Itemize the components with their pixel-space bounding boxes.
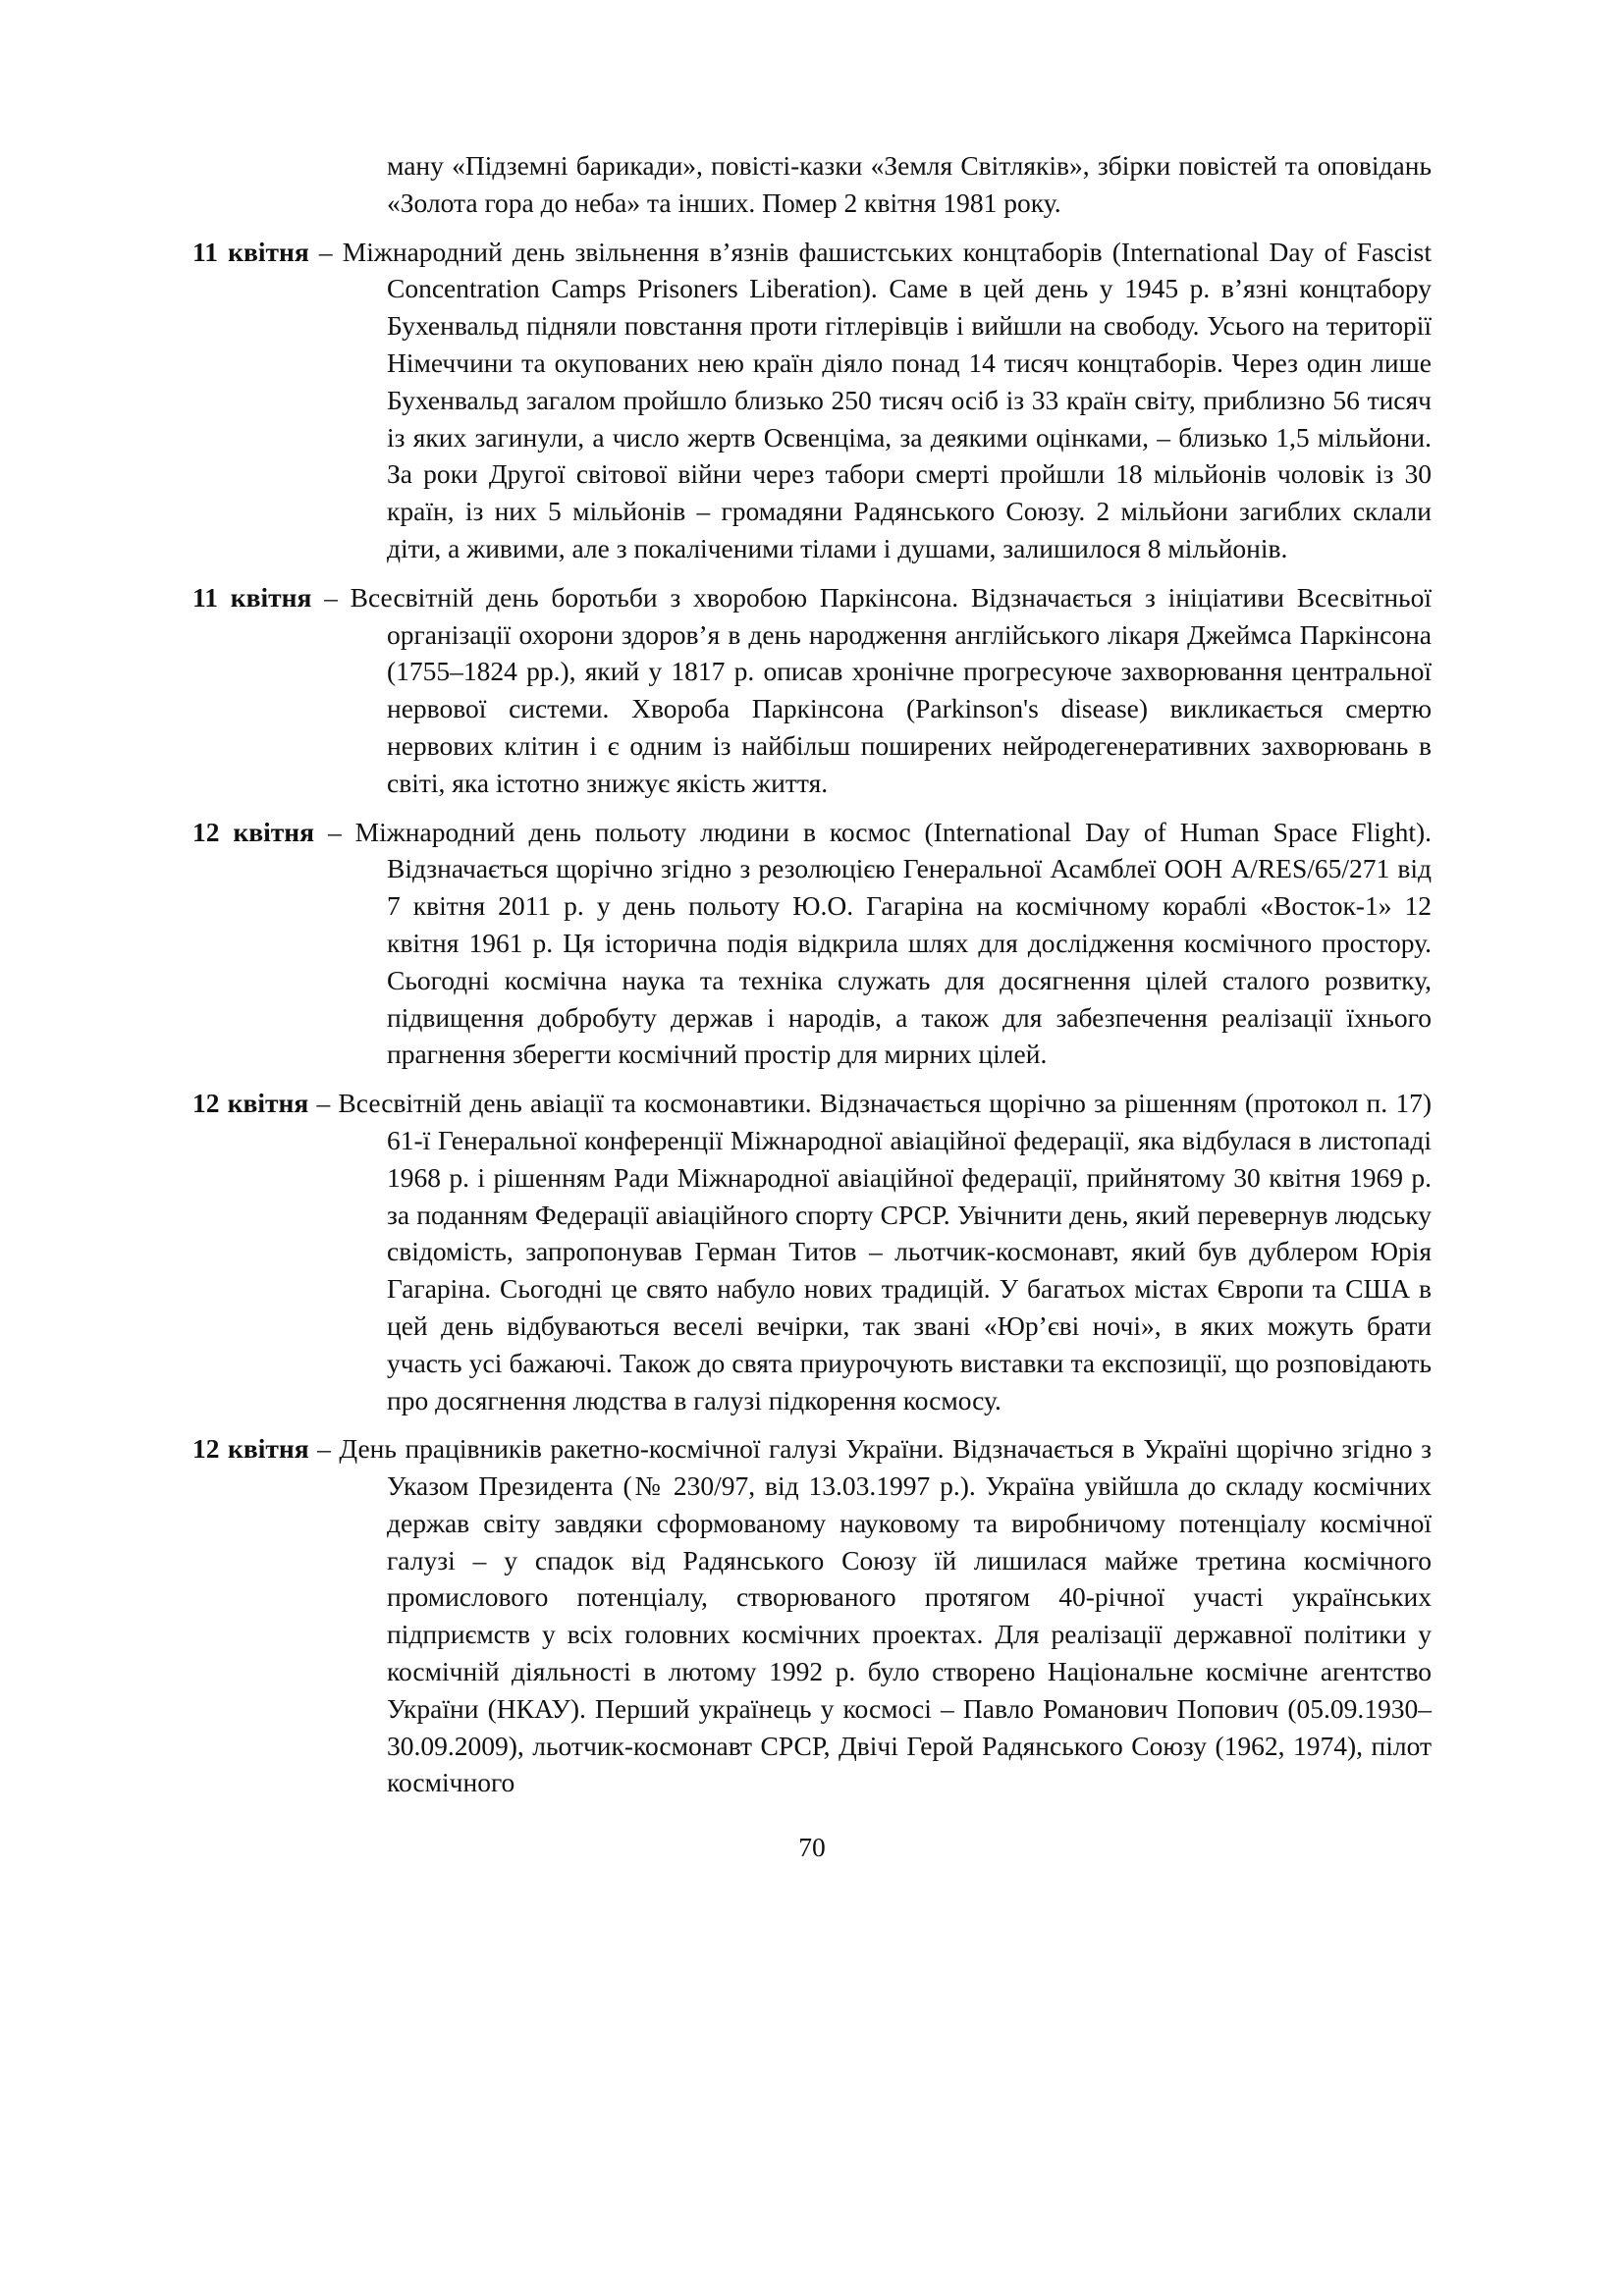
- calendar-entry: [192, 579, 1432, 802]
- page-body: [192, 147, 1432, 1801]
- calendar-entry: [192, 234, 1432, 567]
- entry-text: – Міжнародний день звільнення в’язнів фашистських концтаборів (International Day of Fascist Concentration Camps Prisoners Liberation). Саме в цей день у 1945 р. в’язні концтабору Бухенвальд підняли повстання проти гітлерівців і вийшли на свободу. Усього на території Німеччини та окупованих нею країн діяло понад 14 тисяч концтаборів. Через один лише Бухенвальд загалом пройшло близько 250 тисяч осіб із 33 країн світу, приблизно 56 тисяч із яких загинули, а число жертв Освенціма, за деякими оцінками, – близько 1,5 мільйони. За роки Другої світової війни через табори смерті пройшли 18 мільйонів чоловік із 30 країн, із них 5 мільйонів – громадяни Радянського Союзу. 2 мільйони загиблих склали діти, а живими, але з покаліченими тілами і душами, залишилося 8 мільйонів.: [308, 236, 1432, 563]
- entry-date: 12 квітня: [192, 816, 315, 847]
- entry-text: – Всесвітній день авіації та космонавтики. Відзначається щорічно за рішенням (протокол п. 17) 61-ї Генеральної конференції Міжнародної авіаційної федерації, яка відбулася в листопаді 1968 р. і рішенням Ради Міжнародної авіаційної федерації, прийнятому 30 квітня 1969 р. за поданням Федерації авіаційного спорту СРСР. Увічнити день, який перевернув людську свідомість, запропонував Герман Титов – льотчик-космонавт, який був дублером Юрія Гагаріна. Сьогодні це свято набуло нових традицій. У багатьох містах Європи та США в цей день відбуваються веселі вечірки, так звані «Юр’єві ночі», в яких можуть брати участь усі бажаючі. Також до свята приурочують виставки та експозиції, що розповідають про досягнення людства в галузі підкорення космосу.: [308, 1088, 1432, 1415]
- entry-date: 11 квітня: [192, 236, 309, 267]
- calendar-entry: [192, 1430, 1432, 1801]
- entry-text: – Міжнародний день польоту людини в космос (International Day of Human Space Flight). Відзначається щорічно згідно з резолюцією Генеральної Асамблеї ООН A/RES/65/271 від 7 квітня 2011 р. у день польоту Ю.О. Гагаріна на космічному кораблі «Восток-1» 12 квітня 1961 р. Ця історична подія відкрила шлях для дослідження космічного простору. Сьогодні космічна наука та техніка служать для досягнення цілей сталого розвитку, підвищення добробуту держав і народів, а також для забезпечення реалізації їхнього прагнення зберегти космічний простір для мирних цілей.: [314, 816, 1432, 1070]
- page-number: 70: [798, 1832, 826, 1862]
- entry-date: 11 квітня: [192, 581, 312, 613]
- entry-date: 12 квітня: [192, 1088, 309, 1119]
- continuation-paragraph: ману «Підземні барикади», повісті-казки «Земля Світляків», збірки повістей та оповідань «Золота гора до неба» та інших. Помер 2 квітня 1981 року.: [387, 150, 1432, 218]
- calendar-entry: [192, 814, 1432, 1074]
- entry-text: – Всесвітній день боротьби з хворобою Паркінсона. Відзначається з ініціативи Всесвітньої організації охорони здоров’я в день народження англійського лікаря Джеймса Паркінсона (1755–1824 рр.), який у 1817 р. описав хронічне прогресуюче захворювання центральної нервової системи. Хвороба Паркінсона (Parkinson's disease) викликається смертю нервових клітин і є одним із найбільш поширених нейродегенеративних захворювань в світі, яка істотно знижує якість життя.: [311, 581, 1432, 798]
- calendar-entry: [192, 1085, 1432, 1418]
- entry-text: – День працівників ракетно-космічної галузі України. Відзначається в Україні щорічно згідно з Указом Президента (№ 230/97, від 13.03.1997 р.). Україна увійшла до складу космічних держав світу завдяки сформованому науковому та виробничому потенціалу космічної галузі – у спадок від Радянського Союзу їй лишилася майже третина космічного промислового потенціалу, створюваного протягом 40-річної участі українських підприємств у всіх головних космічних проектах. Для реалізації державної політики у космічній діяльності в лютому 1992 р. було створено Національне космічне агентство України (НКАУ). Перший українець у космосі – Павло Романович Попович (05.09.1930–30.09.2009), льотчик-космонавт СРСР, Двічі Герой Радянського Союзу (1962, 1974), пілот космічного: [308, 1433, 1432, 1798]
- entry-date: 12 квітня: [192, 1433, 309, 1465]
